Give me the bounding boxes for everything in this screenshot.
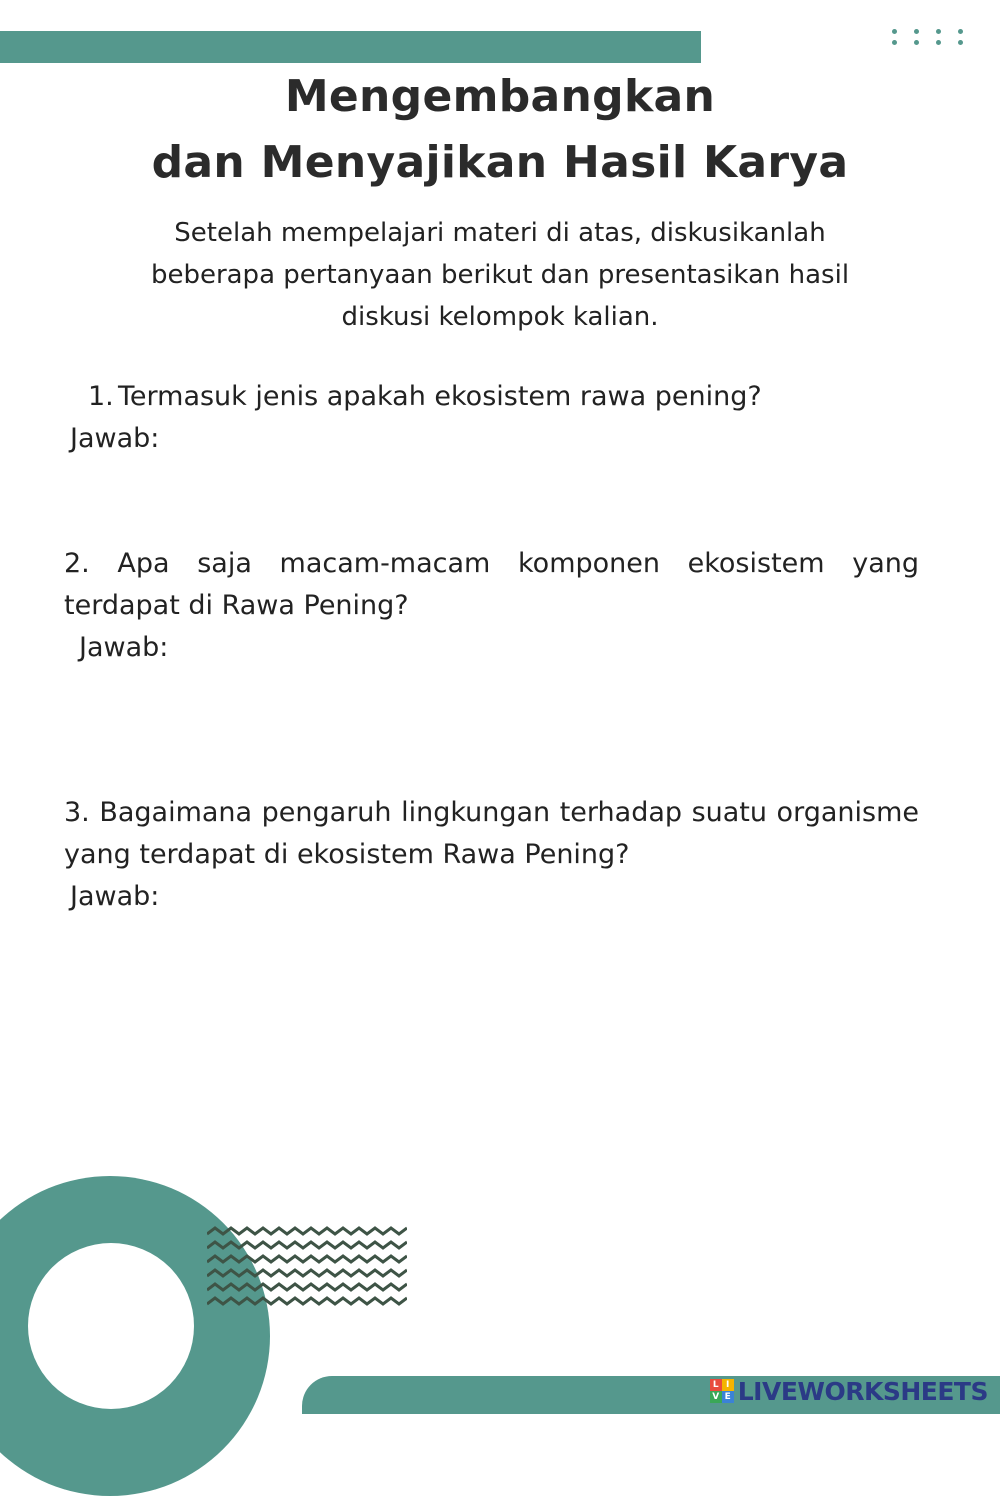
circle-decoration-center <box>28 1243 194 1409</box>
intro-text: Setelah mempelajari materi di atas, diskusikanlah beberapa pertanyaan berikut dan presentasikan hasil diskusi kelompok kalian. <box>150 218 850 332</box>
question-2 <box>64 543 919 627</box>
liveworksheets-icon <box>710 1379 734 1403</box>
title-line-2: dan Menyajikan Hasil Karya <box>151 137 849 188</box>
question-2-number: 2. <box>64 548 90 579</box>
title-line-1: Mengembangkan <box>284 71 716 122</box>
page-title <box>0 64 1000 196</box>
answer-label-2: Jawab: <box>79 632 169 663</box>
zigzag-decoration <box>207 1226 407 1314</box>
logo-letter-v: V <box>710 1391 722 1403</box>
question-1 <box>88 376 928 418</box>
question-3-text: Bagaimana pengaruh lingkungan terhadap suatu organisme yang terdapat di ekosistem Rawa Pening? <box>64 797 919 870</box>
question-3-number: 3. <box>64 797 90 828</box>
question-2-text: Apa saja macam-macam komponen ekosistem yang terdapat di Rawa Pening? <box>64 548 919 621</box>
question-1-text: Termasuk jenis apakah ekosistem rawa pening? <box>118 381 762 412</box>
answer-label-1: Jawab: <box>70 423 160 454</box>
liveworksheets-logo <box>710 1374 988 1408</box>
question-3 <box>64 792 919 876</box>
logo-letter-i: I <box>722 1379 734 1391</box>
logo-letter-e: E <box>722 1391 734 1403</box>
top-accent-bar <box>0 31 701 63</box>
question-1-number: 1. <box>88 381 114 412</box>
liveworksheets-wordmark: LIVEWORKSHEETS <box>737 1376 988 1406</box>
answer-label-3: Jawab: <box>70 881 160 912</box>
logo-letter-l: L <box>710 1379 722 1391</box>
dot-pattern-decoration <box>892 29 968 47</box>
